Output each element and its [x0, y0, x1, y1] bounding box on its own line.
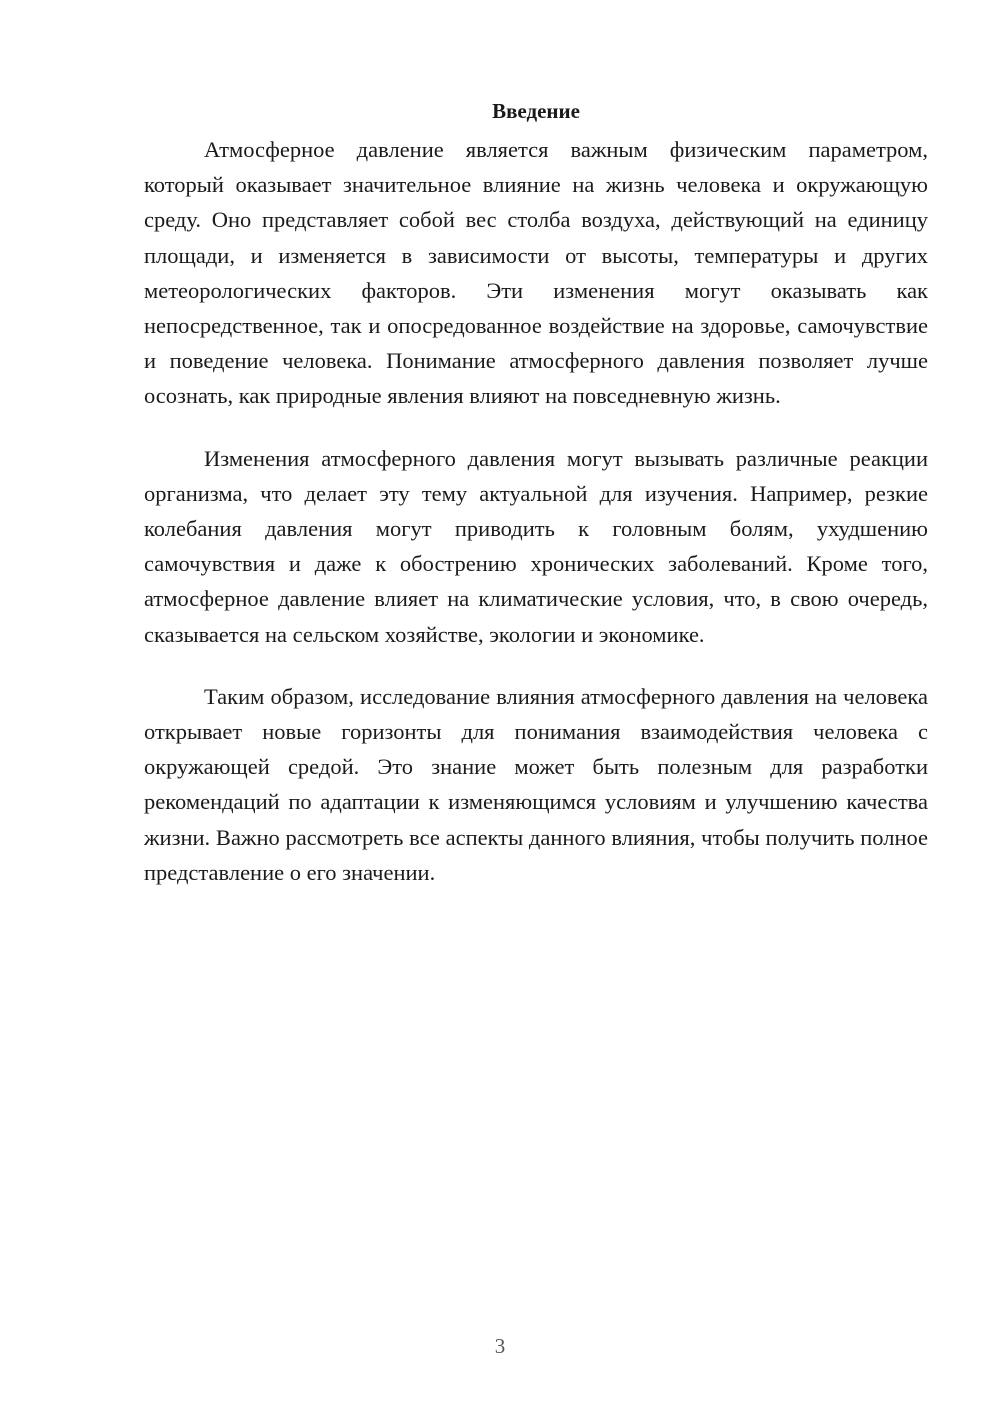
paragraph-1: Атмосферное давление является важным физическим параметром, который оказывает значительное влияние на жизнь человека и окружающую среду. Оно представляет собой вес столба воздуха, действующий на единицу площади, и изменяется в зависимости от высоты, температуры и других метеорологических факторов. Эти изменения могут оказывать как непосредственное, так и опосредованное воздействие на здоровье, самочувствие и поведение человека. Понимание атмосферного давления позволяет лучше осознать, как природные явления влияют на повседневную жизнь.: [144, 137, 928, 409]
section-heading: Введение: [492, 99, 580, 123]
paragraph-2: Изменения атмосферного давления могут вызывать различные реакции организма, что делает эту тему актуальной для изучения. Например, резкие колебания давления могут приводить к головным болям, ухудшению самочувствия и даже к обострению хронических заболеваний. Кроме того, атмосферное давление влияет на климатические условия, что, в свою очередь, сказывается на сельском хозяйстве, экологии и экономике.: [144, 445, 928, 647]
page-number: 3: [494, 1334, 506, 1358]
paragraph-3: Таким образом, исследование влияния атмосферного давления на человека открывает новые горизонты для понимания взаимодействия человека с окружающей средой. Это знание может быть полезным для разработки рекомендаций по адаптации к изменяющимся условиям и улучшению качества жизни. Важно рассмотреть все аспекты данного влияния, чтобы получить полное представление о его значении.: [144, 683, 928, 885]
page-content: [144, 96, 928, 917]
